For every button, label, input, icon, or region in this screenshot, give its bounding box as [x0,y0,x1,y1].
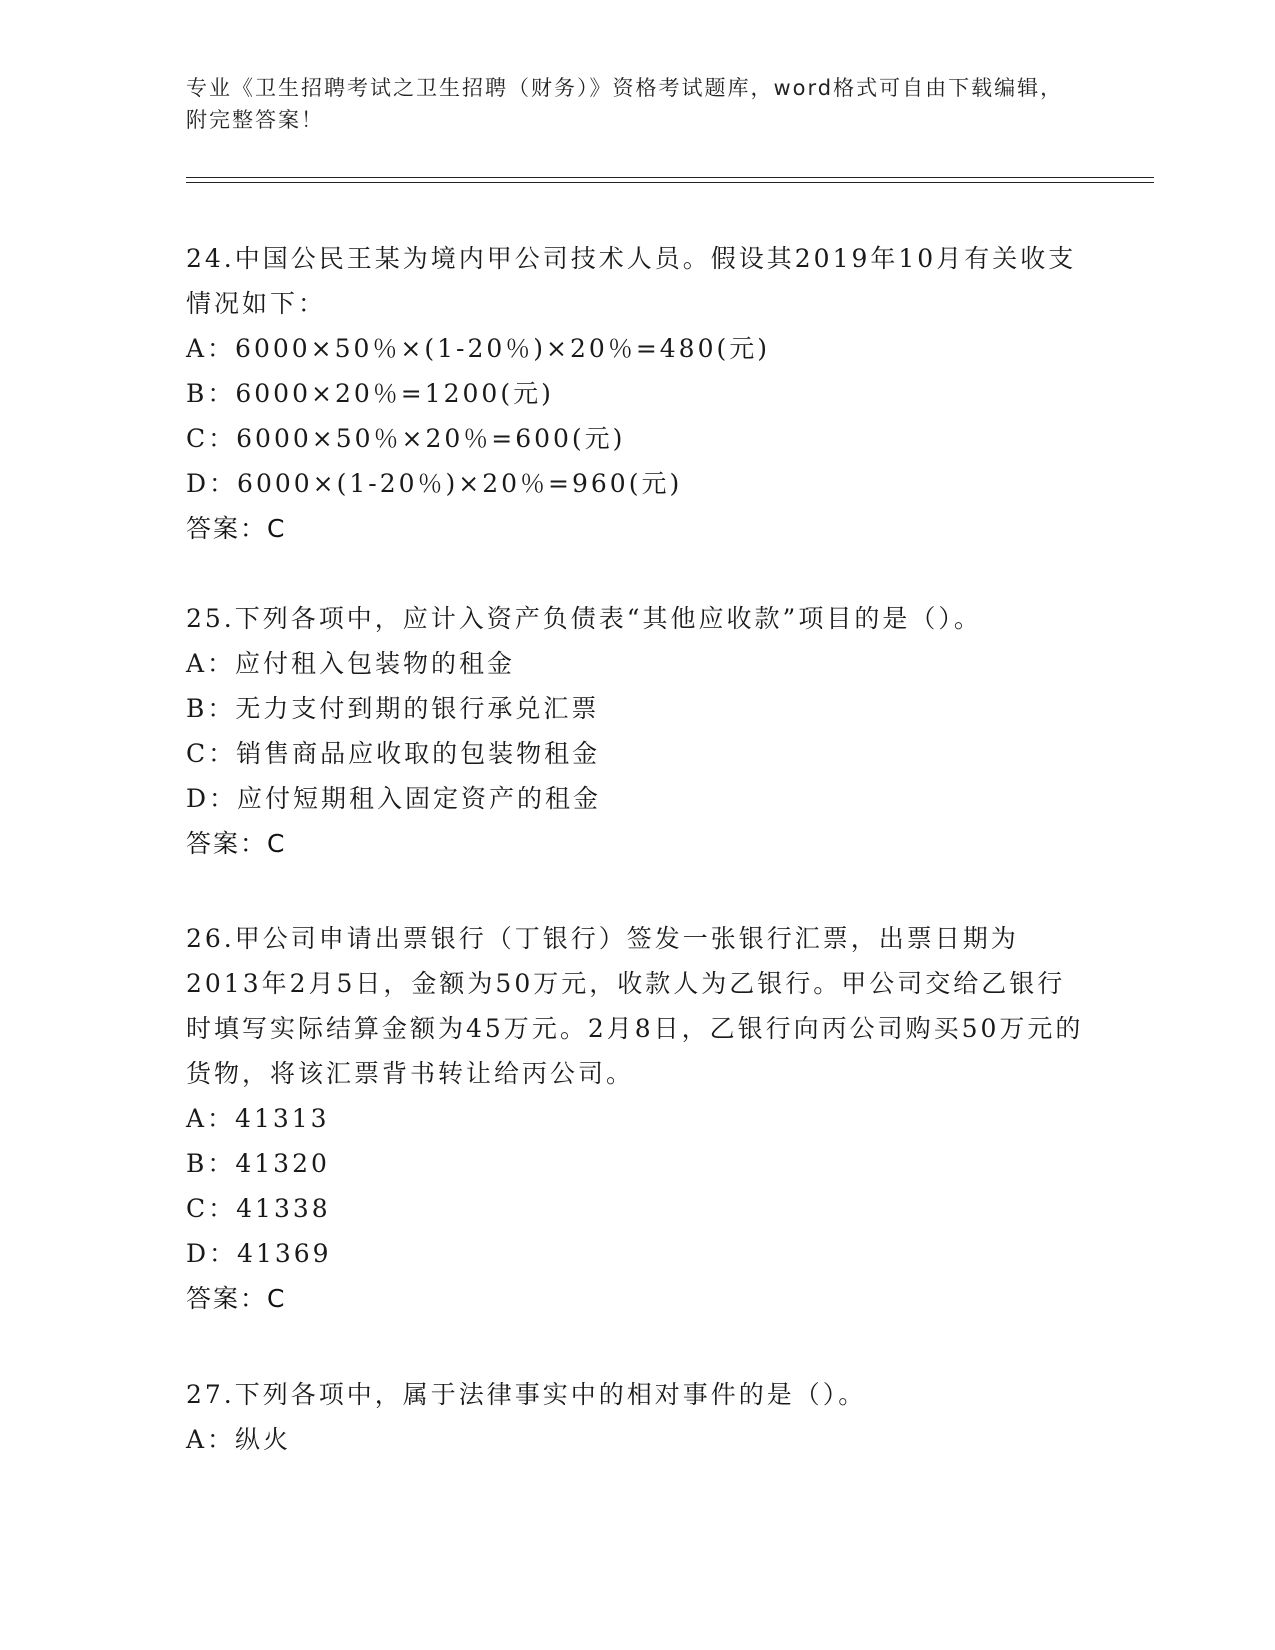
page-header-text: 专业《卫生招聘考试之卫生招聘（财务）》资格考试题库，word格式可自由下载编辑，附完整答案！ [186,76,1064,132]
option-c: C：销售商品应收取的包装物租金 [186,739,601,768]
question-25 [186,596,1086,866]
question-26 [186,916,1086,1321]
option-d: D：41369 [186,1239,332,1268]
header-divider-bottom [186,182,1154,183]
answer-line: 答案：C [186,514,287,543]
option-c: C：41338 [186,1194,331,1223]
option-a: A：应付租入包装物的租金 [186,649,516,678]
option-d: D：应付短期租入固定资产的租金 [186,784,602,813]
option-d: D：6000×(1-20％)×20％=960(元) [186,469,683,498]
header-divider-top [186,177,1154,178]
option-b: B：无力支付到期的银行承兑汇票 [186,694,600,723]
option-a: A：纵火 [186,1425,292,1454]
question-27 [186,1372,1086,1462]
question-24 [186,236,1086,551]
question-stem: 24.中国公民王某为境内甲公司技术人员。假设其2019年10月有关收支情况如下： [186,244,1077,318]
question-stem: 25.下列各项中，应计入资产负债表“其他应收款”项目的是（）。 [186,604,982,633]
question-stem: 26.甲公司申请出票银行（丁银行）签发一张银行汇票，出票日期为2013年2月5日，金额为50万元，收款人为乙银行。甲公司交给乙银行时填写实际结算金额为45万元。2月8日，乙银行向丙公司购买50万元的货物，将该汇票背书转让给丙公司。 [186,924,1084,1088]
option-b: B：41320 [186,1149,330,1178]
option-b: B：6000×20％=1200(元) [186,379,554,408]
option-c: C：6000×50％×20％=600(元) [186,424,626,453]
question-stem: 27.下列各项中，属于法律事实中的相对事件的是（）。 [186,1380,867,1409]
answer-line: 答案：C [186,829,287,858]
answer-line: 答案：C [186,1284,287,1313]
option-a: A：6000×50％×(1-20％)×20％=480(元) [186,334,770,363]
option-a: A：41313 [186,1104,330,1133]
